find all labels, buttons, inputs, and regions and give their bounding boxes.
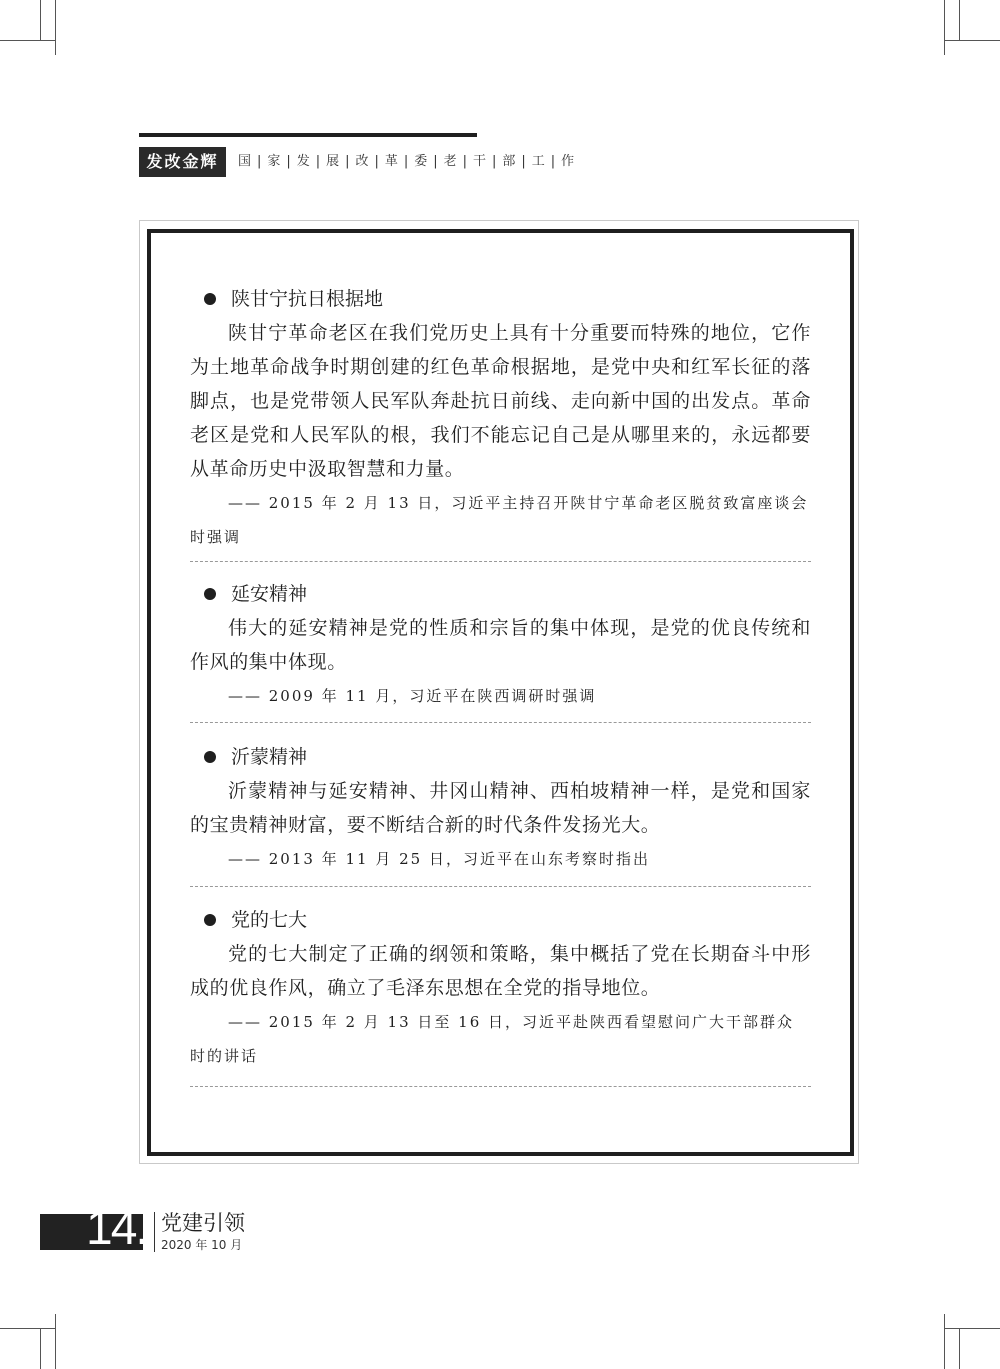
section-title-text: 延安精神 xyxy=(231,583,308,605)
section-divider xyxy=(190,722,811,723)
crop-mark xyxy=(55,1314,56,1369)
section-divider xyxy=(190,1086,811,1087)
quote-text: 陕甘宁革命老区在我们党历史上具有十分重要而特殊的地位，它作为土地革命战争时期创建的红色革命根据地，是党中央和红军长征的落脚点，也是党带领人民军队奔赴抗日前线、走向新中国的出发点。革命老区是党和人民军队的根，我们不能忘记自己是从哪里来的，永远都要从革命历史中汲取智慧和力量。 xyxy=(190,322,811,480)
issue-date: 2020 年 10 月 xyxy=(161,1238,243,1252)
quote-source: —— 2013 年 11 月 25 日，习近平在山东考察时指出 xyxy=(228,850,650,868)
bullet-icon xyxy=(204,914,216,926)
crop-mark xyxy=(959,0,960,40)
publication-title: 党建引领 xyxy=(161,1211,245,1235)
quote-source: —— 2015 年 2 月 13 日至 16 日，习近平赴陕西看望慰问广大干部群众时的讲话 xyxy=(190,1013,795,1065)
crop-mark xyxy=(0,1328,55,1329)
footer-separator xyxy=(154,1212,155,1252)
crop-mark xyxy=(0,40,55,41)
quote-source: —— 2015 年 2 月 13 日，习近平主持召开陕甘宁革命老区脱贫致富座谈会时强调 xyxy=(190,494,809,546)
crop-mark xyxy=(40,1329,41,1369)
header-rule xyxy=(139,133,477,137)
quote-section xyxy=(190,903,811,1073)
quote-source: —— 2009 年 11 月，习近平在陕西调研时强调 xyxy=(228,687,597,705)
crop-mark xyxy=(55,0,56,55)
quote-section xyxy=(190,282,811,554)
column-subtitle: 国|家|发|展|改|革|委|老|干|部|工|作 xyxy=(238,154,581,169)
crop-mark xyxy=(40,0,41,40)
section-divider xyxy=(190,561,811,562)
crop-mark xyxy=(945,1328,1000,1329)
section-title-text: 陕甘宁抗日根据地 xyxy=(231,288,384,310)
crop-mark xyxy=(959,1329,960,1369)
section-title xyxy=(190,577,811,611)
column-badge: 发改金辉 xyxy=(139,147,226,177)
section-title xyxy=(190,740,811,774)
crop-mark xyxy=(945,40,1000,41)
quote-text: 伟大的延安精神是党的性质和宗旨的集中体现，是党的优良传统和作风的集中体现。 xyxy=(190,617,811,673)
page-number: 14. xyxy=(86,1202,147,1255)
quote-text: 沂蒙精神与延安精神、井冈山精神、西柏坡精神一样，是党和国家的宝贵精神财富，要不断结合新的时代条件发扬光大。 xyxy=(190,780,811,836)
bullet-icon xyxy=(204,751,216,763)
section-title-text: 沂蒙精神 xyxy=(231,746,308,768)
section-title xyxy=(190,903,811,937)
bullet-icon xyxy=(204,588,216,600)
section-divider xyxy=(190,886,811,887)
section-title xyxy=(190,282,811,316)
quote-section xyxy=(190,740,811,876)
crop-mark xyxy=(944,0,945,55)
bullet-icon xyxy=(204,293,216,305)
crop-mark xyxy=(944,1314,945,1369)
quote-text: 党的七大制定了正确的纲领和策略，集中概括了党在长期奋斗中形成的优良作风，确立了毛泽东思想在全党的指导地位。 xyxy=(190,943,811,999)
quote-section xyxy=(190,577,811,713)
section-title-text: 党的七大 xyxy=(231,909,308,931)
